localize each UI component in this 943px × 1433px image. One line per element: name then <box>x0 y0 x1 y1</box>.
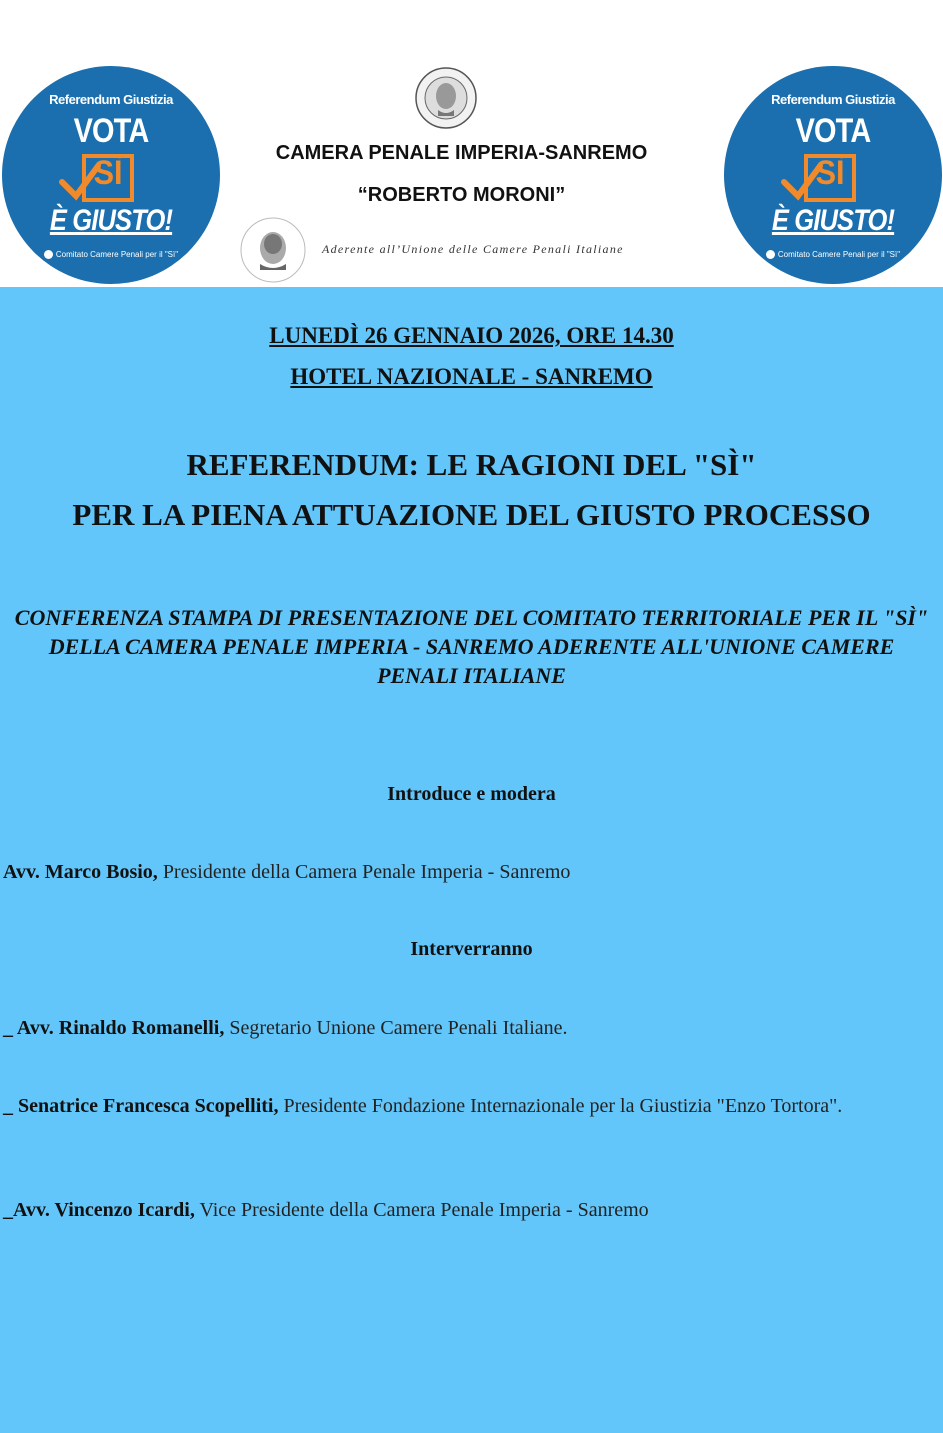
badge-vota-text: VOTA <box>73 112 149 150</box>
badge-top-text: Referendum Giustizia <box>771 92 895 107</box>
badge-bottom-text: Comitato Camere Penali per il "Sì" <box>55 250 179 259</box>
moderator-name: Avv. Marco Bosio, <box>3 861 158 883</box>
event-subtitle: CONFERENZA STAMPA DI PRESENTAZIONE DEL COMITATO TERRITORIALE PER IL "SÌ" DELLA CAMERA PENALE IMPERIA - SANREMO ADERENTE ALL'UNIONE CAMERE PENALI ITALIANE <box>14 605 929 688</box>
event-title-line2: PER LA PIENA ATTUAZIONE DEL GIUSTO PROCESSO <box>72 497 871 532</box>
badge-bottom-text: Comitato Camere Penali per il "Sì" <box>777 250 901 259</box>
speaker-item <box>3 1093 933 1119</box>
ucpi-logo-icon <box>230 214 316 286</box>
badge-giusto-text: È GIUSTO! <box>49 204 173 237</box>
vota-si-badge-right <box>724 66 942 284</box>
moderator-line <box>3 859 933 885</box>
header <box>0 0 943 287</box>
badge-logo-icon <box>766 250 775 259</box>
speaker-role: Segretario Unione Camere Penali Italiane. <box>224 1017 568 1039</box>
moderator-role: Presidente della Camera Penale Imperia - Sanremo <box>157 861 571 883</box>
speaker-prefix: _ <box>3 1199 13 1221</box>
speaker-name: Senatrice Francesca Scopelliti, <box>18 1095 279 1117</box>
vota-si-badge-left <box>2 66 220 284</box>
speaker-prefix: _ <box>3 1017 17 1039</box>
speaker-prefix: _ <box>3 1095 18 1117</box>
badge-logo-icon <box>44 250 53 259</box>
speaker-item <box>3 1015 933 1041</box>
event-date: LUNEDÌ 26 GENNAIO 2026, ORE 14.30 <box>269 323 674 348</box>
badge-bottom-line <box>724 250 942 259</box>
camera-penale-seal-icon <box>414 66 478 130</box>
badge-bottom-line <box>2 250 220 259</box>
event-panel <box>0 287 943 1433</box>
organization-title: CAMERA PENALE IMPERIA-SANREMO <box>275 142 648 164</box>
event-title-line1: REFERENDUM: LE RAGIONI DEL "SÌ" <box>186 447 757 482</box>
affiliation-text: Aderente all’Unione delle Camere Penali Italiane <box>322 242 624 256</box>
speakers-label: Interverranno <box>410 938 533 960</box>
badge-vota-text: VOTA <box>795 112 871 150</box>
speaker-role: Vice Presidente della Camera Penale Imperia - Sanremo <box>194 1199 649 1221</box>
speaker-item <box>3 1197 933 1223</box>
speaker-name: Avv. Vincenzo Icardi, <box>13 1199 195 1221</box>
badge-top-text: Referendum Giustizia <box>49 92 173 107</box>
event-venue: HOTEL NAZIONALE - SANREMO <box>290 364 653 389</box>
organization-name: “ROBERTO MORONI” <box>357 184 566 206</box>
badge-si-text: SÌ <box>93 154 123 192</box>
badge-giusto-text: È GIUSTO! <box>771 204 895 237</box>
moderation-label: Introduce e modera <box>387 783 556 805</box>
speaker-name: Avv. Rinaldo Romanelli, <box>16 1017 225 1039</box>
badge-si-text: SÌ <box>815 154 845 192</box>
speaker-role: Presidente Fondazione Internazionale per la Giustizia "Enzo Tortora". <box>278 1095 843 1117</box>
